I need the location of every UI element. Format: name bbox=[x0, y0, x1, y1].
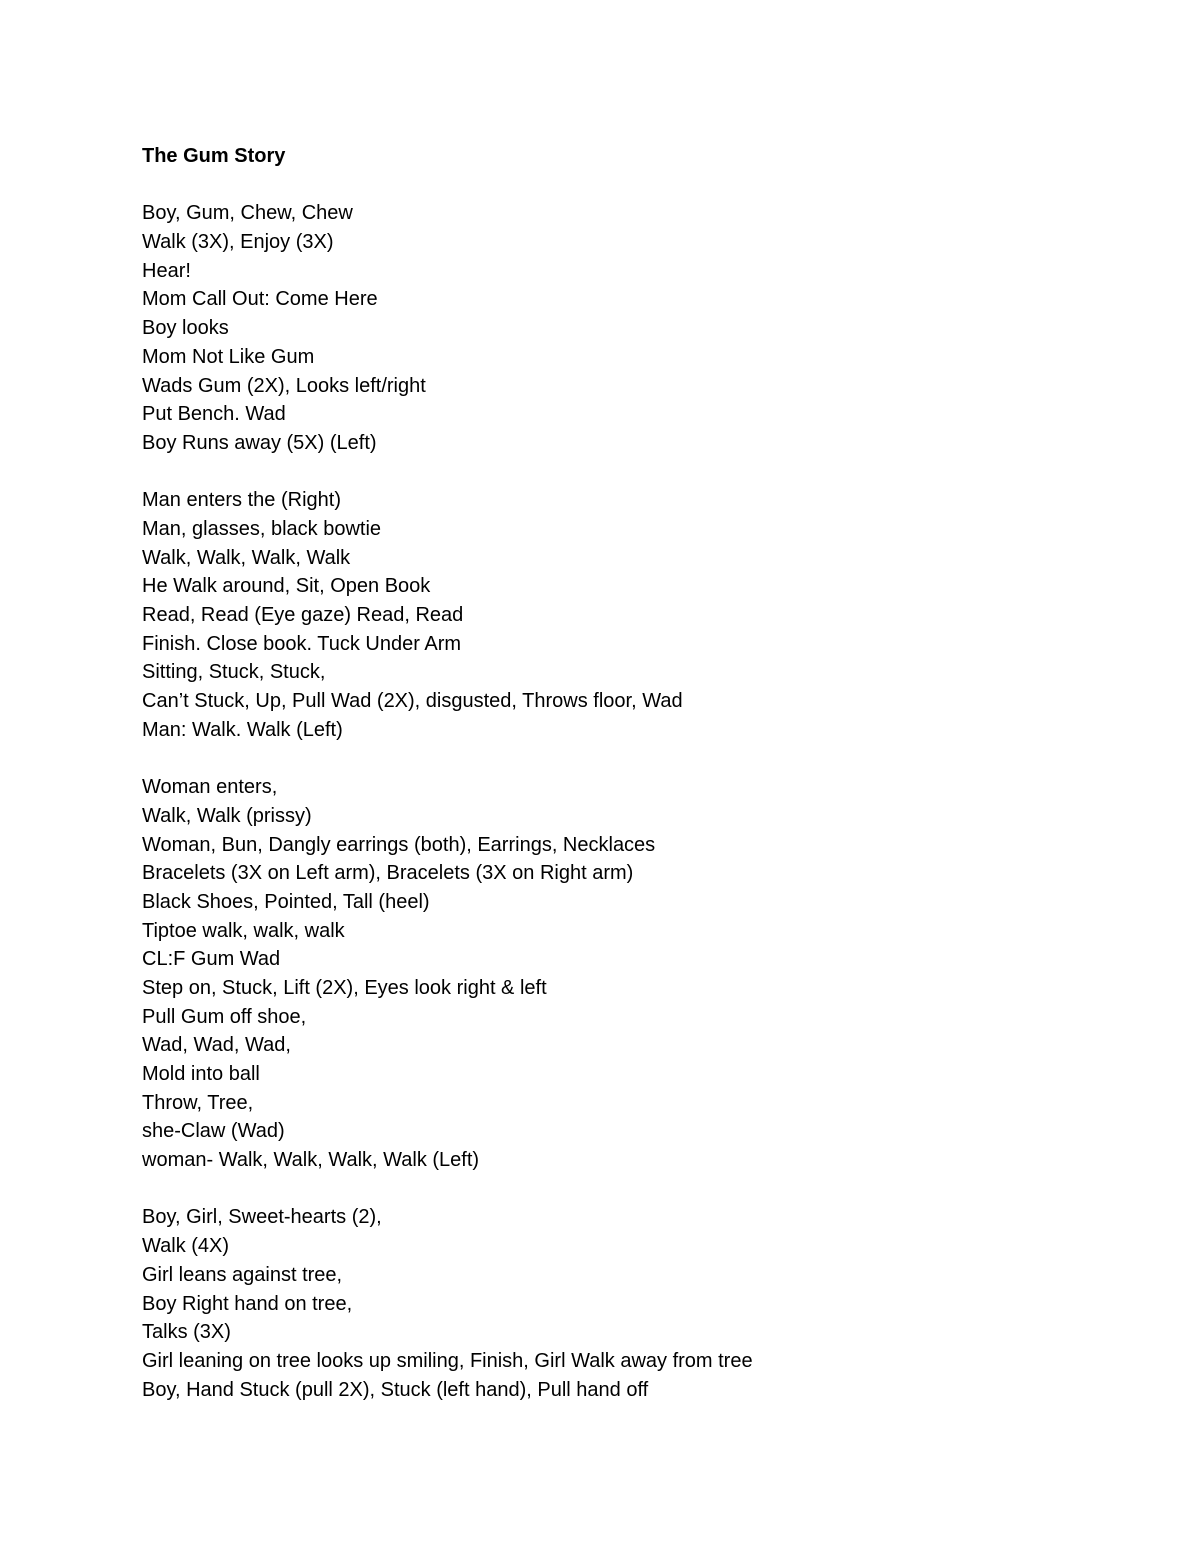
document-title: The Gum Story bbox=[142, 145, 286, 167]
stanza-boy-gum bbox=[142, 199, 1142, 457]
story-line: Boy Right hand on tree, bbox=[142, 1292, 353, 1315]
story-line: Woman, Bun, Dangly earrings (both), Earrings, Necklaces bbox=[142, 833, 656, 856]
story-line: Black Shoes, Pointed, Tall (heel) bbox=[142, 890, 430, 913]
story-line: Talks (3X) bbox=[142, 1321, 231, 1344]
story-line: Boy, Gum, Chew, Chew bbox=[142, 202, 353, 225]
story-line: Man, glasses, black bowtie bbox=[142, 517, 382, 540]
story-line: Step on, Stuck, Lift (2X), Eyes look right & left bbox=[142, 976, 547, 999]
stanza-man bbox=[142, 486, 1142, 744]
story-line: Wads Gum (2X), Looks left/right bbox=[142, 374, 426, 397]
story-line: Boy looks bbox=[142, 317, 229, 340]
story-line: Can’t Stuck, Up, Pull Wad (2X), disgusted, Throws floor, Wad bbox=[142, 690, 683, 713]
story-line: Woman enters, bbox=[142, 776, 278, 799]
story-line: she-Claw (Wad) bbox=[142, 1120, 285, 1143]
story-line: Hear! bbox=[142, 259, 191, 282]
story-line: Mom Call Out: Come Here bbox=[142, 288, 378, 311]
document-body bbox=[142, 142, 1142, 1404]
story-line: Walk, Walk, Walk, Walk bbox=[142, 546, 351, 569]
paragraph-spacer bbox=[142, 744, 1142, 773]
story-line: Girl leans against tree, bbox=[142, 1263, 343, 1286]
story-line: woman- Walk, Walk, Walk, Walk (Left) bbox=[142, 1149, 480, 1172]
story-line: He Walk around, Sit, Open Book bbox=[142, 575, 431, 598]
story-line: Walk, Walk (prissy) bbox=[142, 804, 312, 827]
story-line: Read, Read (Eye gaze) Read, Read bbox=[142, 604, 464, 626]
story-line: Walk (3X), Enjoy (3X) bbox=[142, 231, 334, 254]
story-line: Pull Gum off shoe, bbox=[142, 1005, 307, 1028]
story-line: Man: Walk. Walk (Left) bbox=[142, 718, 343, 741]
story-line: Tiptoe walk, walk, walk bbox=[142, 919, 345, 942]
story-line: Bracelets (3X on Left arm), Bracelets (3X on Right arm) bbox=[142, 862, 634, 885]
story-line: Wad, Wad, Wad, bbox=[142, 1034, 291, 1057]
story-line: Mom Not Like Gum bbox=[142, 345, 315, 368]
paragraph-spacer bbox=[142, 458, 1142, 487]
story-line: Man enters the (Right) bbox=[142, 489, 341, 512]
story-line: Boy Runs away (5X) (Left) bbox=[142, 431, 377, 454]
story-line: Boy, Hand Stuck (pull 2X), Stuck (left hand), Pull hand off bbox=[142, 1378, 649, 1401]
story-line: Boy, Girl, Sweet-hearts (2), bbox=[142, 1206, 382, 1229]
paragraph-spacer bbox=[142, 1175, 1142, 1204]
story-line: Girl leaning on tree looks up smiling, Finish, Girl Walk away from tree bbox=[142, 1349, 753, 1372]
story-line: Put Bench. Wad bbox=[142, 403, 286, 426]
paragraph-spacer bbox=[142, 171, 1142, 200]
story-line: Throw, Tree, bbox=[142, 1091, 254, 1114]
stanza-woman bbox=[142, 773, 1142, 1175]
story-line: Walk (4X) bbox=[142, 1235, 230, 1258]
story-line: Mold into ball bbox=[142, 1063, 260, 1085]
story-line: Finish. Close book. Tuck Under Arm bbox=[142, 632, 462, 655]
story-line: CL:F Gum Wad bbox=[142, 948, 281, 971]
story-line: Sitting, Stuck, Stuck, bbox=[142, 661, 326, 684]
stanza-sweethearts bbox=[142, 1203, 1142, 1404]
